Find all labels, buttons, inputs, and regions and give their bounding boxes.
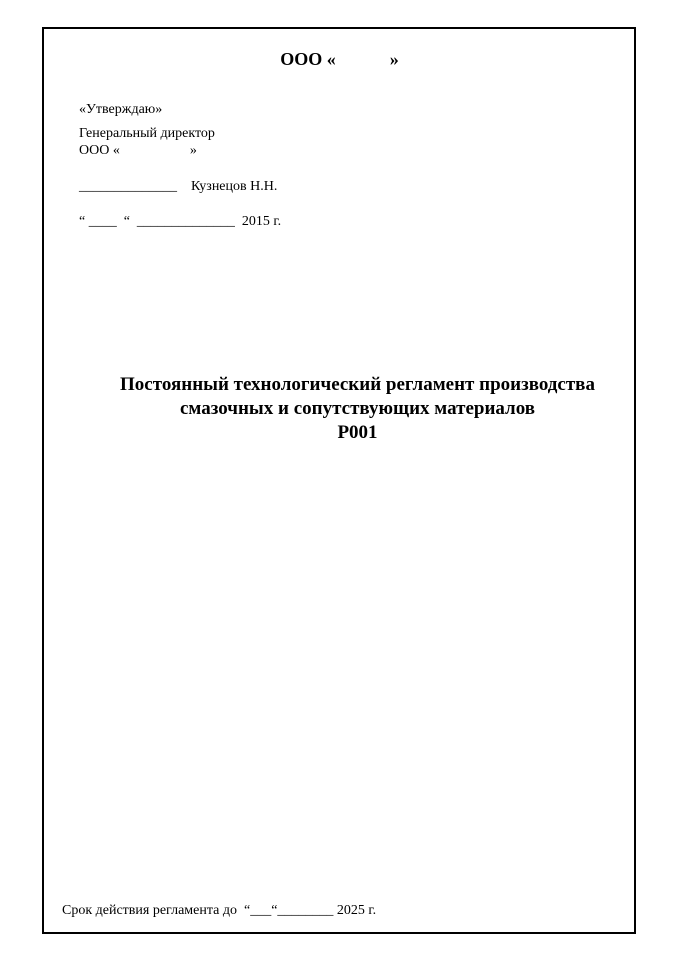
director-organization: ООО « » [79, 143, 197, 158]
document-title-line-1: Постоянный технологический регламент производства [120, 374, 595, 395]
validity-period: Срок действия регламента до “___“________ 2025 г. [62, 903, 377, 918]
page-border [42, 27, 636, 934]
approve-word: «Утверждаю» [79, 102, 163, 117]
document-title [0, 373, 679, 445]
approval-date-line: “ ____ “ ______________ 2015 г. [79, 214, 282, 229]
document-code: Р001 [337, 422, 378, 443]
director-title: Генеральный директор [79, 126, 215, 141]
document-title-line-2: смазочных и сопутствующих материалов [179, 398, 536, 419]
organization-header: ООО « » [280, 49, 399, 69]
signature-line: ______________ Кузнецов Н.Н. [79, 179, 278, 194]
